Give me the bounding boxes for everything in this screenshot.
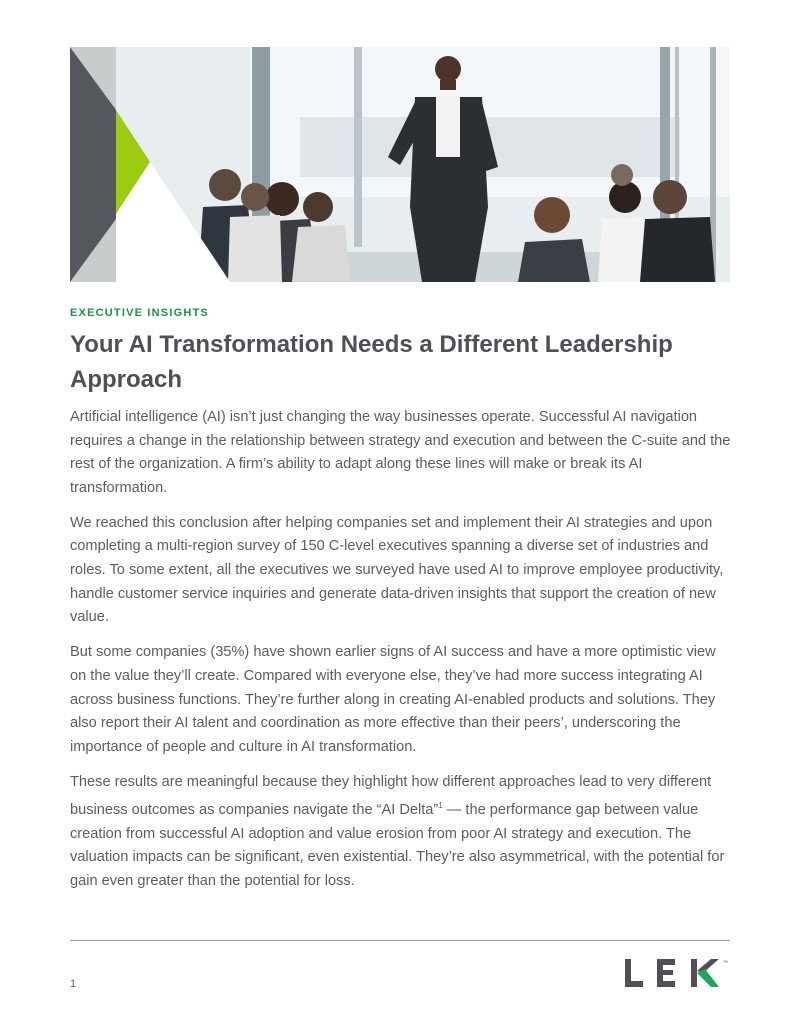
- footer-divider: [70, 940, 730, 941]
- paragraph-1: Artificial intelligence (AI) isn’t just changing the way businesses operate. Successful AI navigation requires a change in the relationship between strategy and execution and between the C-suite and the rest of the organization. A firm’s ability to adapt along these lines will make or break its AI transformation.: [70, 409, 731, 496]
- lek-logo: [623, 955, 733, 993]
- page-title: Your AI Transformation Needs a Different Leadership Approach: [70, 331, 673, 393]
- hero-image: [70, 47, 730, 282]
- section-eyebrow: EXECUTIVE INSIGHTS: [70, 307, 209, 319]
- paragraph-4-text-end: — the performance gap between value creation from successful AI adoption and value erosion from poor AI strategy and execution. The valuation impacts can be significant, even existential. They’re also asymmetrical, with the potential for gain even greater than the potential for loss.: [70, 802, 725, 890]
- trademark-symbol: ™: [723, 960, 728, 966]
- page-number: 1: [70, 978, 77, 990]
- paragraph-2: We reached this conclusion after helping companies set and implement their AI strategies and upon completing a multi-region survey of 150 C-level executives spanning a diverse set of industries and roles. To some extent, all the executives we surveyed have used AI to improve employee productivity, handle customer service inquiries and generate data-driven insights that support the creation of new value.: [70, 514, 724, 626]
- paragraph-4-text-start: These results are meaningful because they highlight how different approaches lead to very different business outcomes as companies navigate the “AI Delta”: [70, 773, 712, 819]
- footnote-reference[interactable]: 1: [438, 801, 443, 811]
- article-body: [70, 406, 732, 905]
- paragraph-4: [70, 771, 732, 894]
- paragraph-3: But some companies (35%) have shown earlier signs of AI success and have a more optimistic view on the value they’ll create. Compared with everyone else, they’ve had more success integrating AI across business functions. They’re further along in creating AI-enabled products and solutions. They also report their AI talent and coordination as more effective than their peers’, underscoring the importance of people and culture in AI transformation.: [70, 644, 716, 755]
